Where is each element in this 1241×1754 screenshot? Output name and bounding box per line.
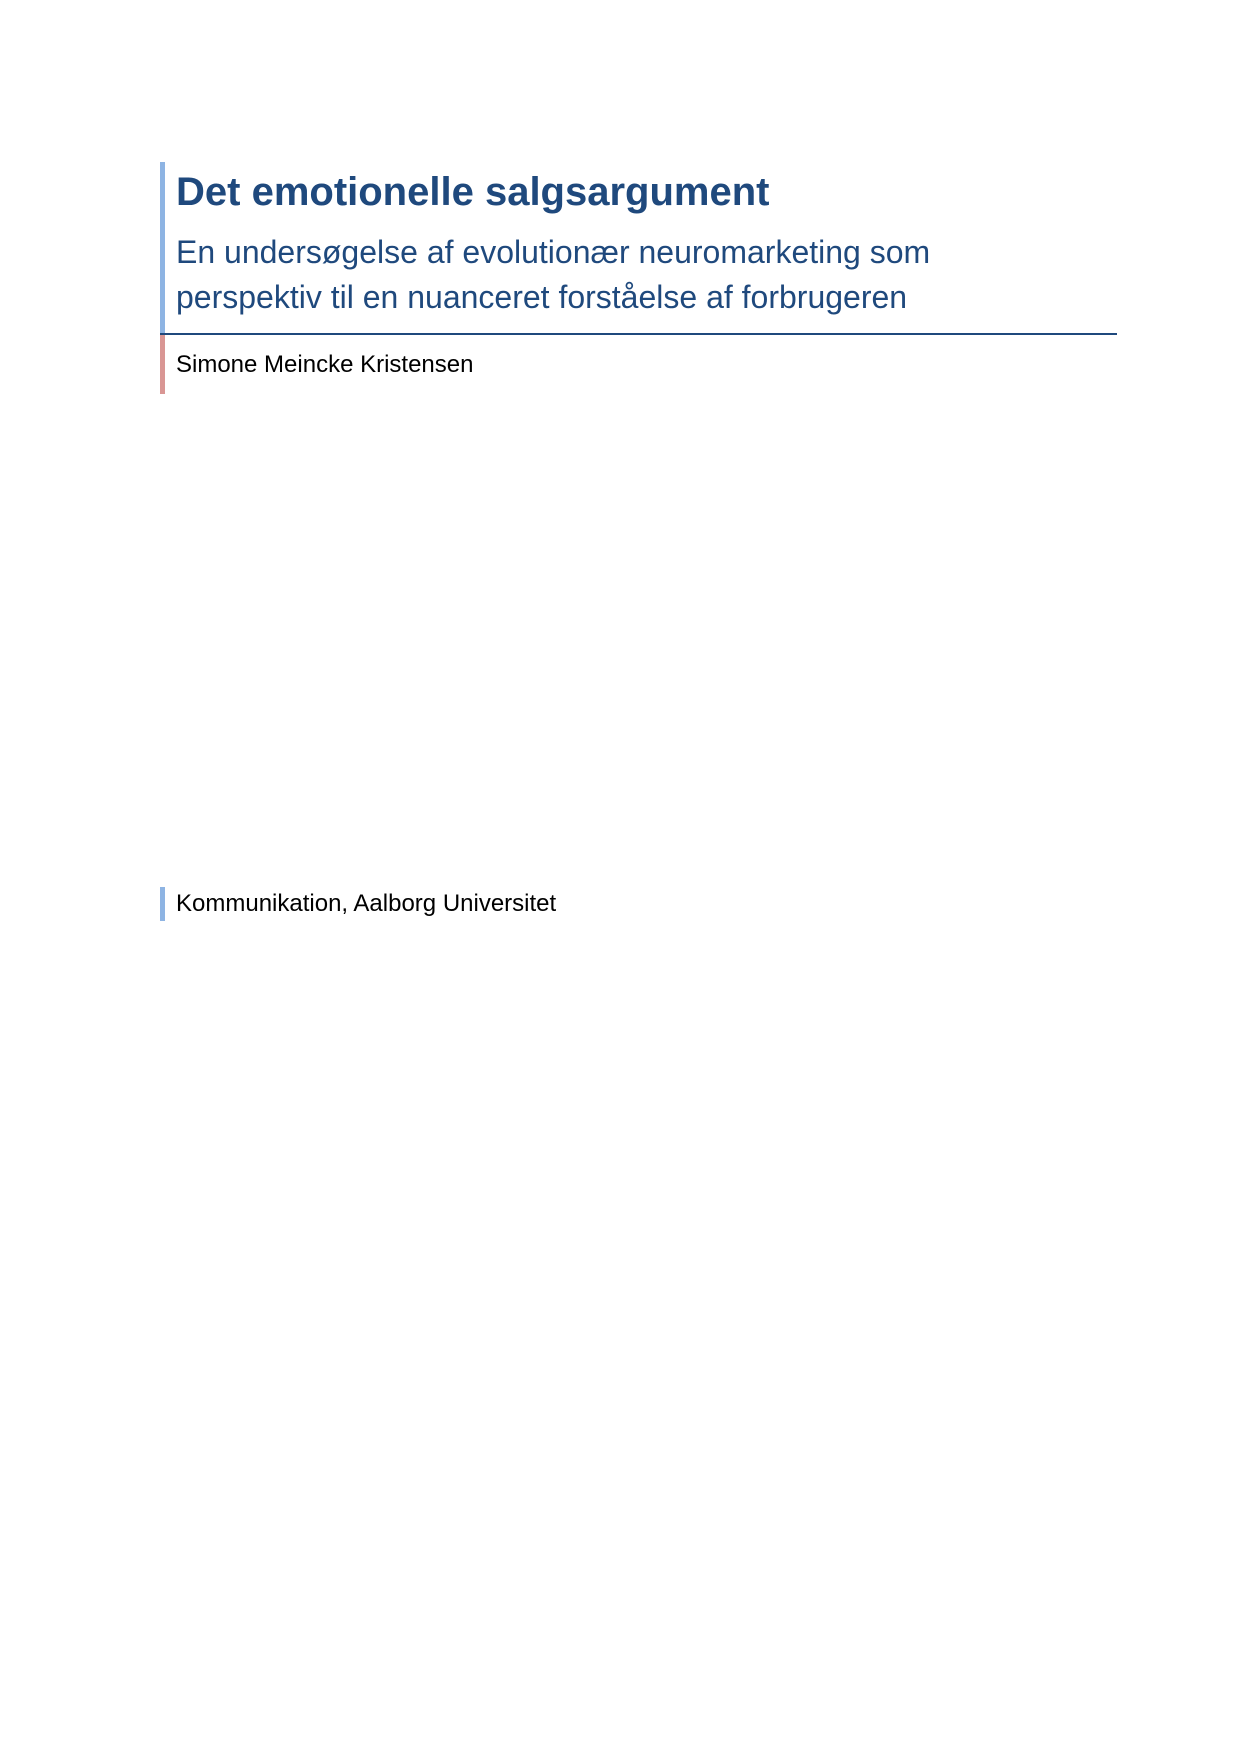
document-subtitle	[176, 230, 1096, 320]
author-accent-bar	[160, 335, 165, 394]
institution-name: Kommunikation, Aalborg Universitet	[176, 890, 557, 917]
institution-accent-bar	[160, 887, 165, 921]
title-accent-bar	[160, 162, 165, 334]
document-title: Det emotionelle salgsargument	[176, 170, 770, 214]
subtitle-line: En undersøgelse af evolutionær neuromarketing som	[176, 234, 931, 270]
author-name: Simone Meincke Kristensen	[176, 351, 474, 378]
subtitle-line: perspektiv til en nuanceret forståelse af forbrugeren	[176, 279, 908, 315]
title-divider	[160, 333, 1117, 335]
